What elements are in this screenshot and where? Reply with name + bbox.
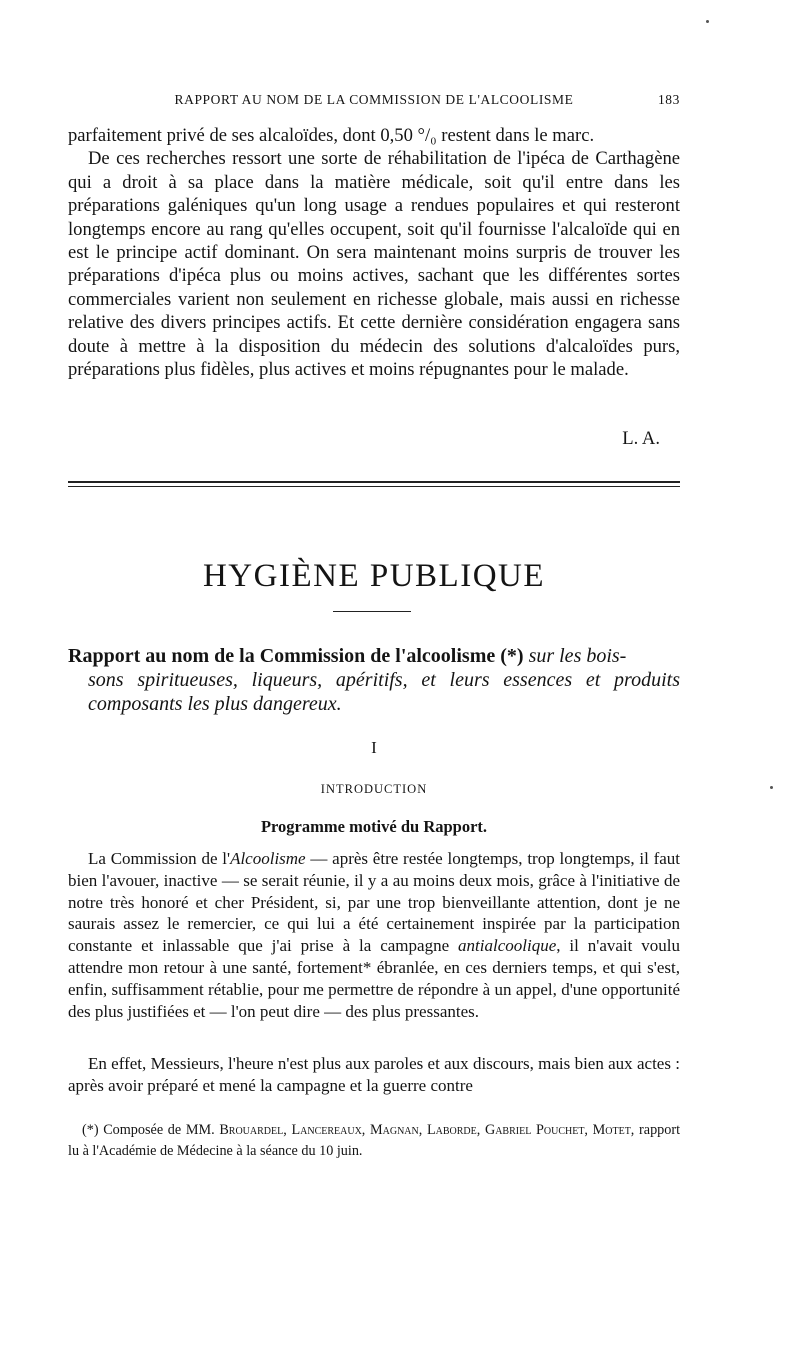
para2-start: La Commission de l' [88,849,231,868]
para2-end: , il n'avait voulu attendre mon retour à une santé, fortement* ébranlée, en ces derniers temps, et qui s'est, enfin, suffisamment rétablie, pour me permettre de répondre à un appel, d'une opportunité des plus justifiées et — l'on peut dire — des plus pressantes. [68,936,680,1021]
section-heading: HYGIÈNE PUBLIQUE [202,558,546,594]
section-divider [68,481,680,487]
footnote-names: Brouardel, Lancereaux, Magnan, Laborde, Gabriel Pouchet, Motet, [219,1122,635,1138]
footnote-tail: rapport lu à l'Académie de Médecine à la séance du 10 juin. [68,1122,681,1159]
running-header [68,92,680,112]
footnote [68,1120,680,1162]
article-title [68,644,680,716]
para2-italic-antialcoolique: antialcoolique [458,936,557,956]
scan-speck [770,786,773,789]
closing-paragraph-body: De ces recherches ressort une sorte de réhabilitation de l'ipéca de Carthagène qui a droit à sa place dans la matière médicale, soit qu'il entre dans les préparations galéniques qu'un long usage a rendues populaires et qui resteront longtemps encore au rang qu'elles occupent, soit qu'il fournisse l'alcaloïde qui en est le principe actif dominant. On sera maintenant moins surpris de trouver les préparations d'ipéca plus ou moins actives, sachant que les différentes sortes commerciales varient non seulement en richesse globale, mais aussi en richesse relative des divers principes actifs. Et cette dernière considération engagera sans doute à mettre à la disposition du médecin des solutions d'alcaloïdes purs, préparations plus fidèles, plus actives et moins répugnantes pour le malade. [68,148,680,381]
body-paragraph-commission [68,848,680,1022]
para2-italic-alcoolisme: Alcoolisme [230,849,306,868]
closing-paragraph [68,124,680,381]
author-initials: L. A. [622,428,660,449]
para2-middle: — après être restée longtemps, trop longtemps, il faut bien l'avouer, inactive — se serait réunie, il y a au moins deux mois, grâce à l'initiative de notre très honoré et cher Président, si, par une trop bienveillante attention, dont je ne saurais assez le remercier, ce qui lui a été certainement inspirée par la participation constante et inlassable que j'ai prise à la campagne [68,849,680,956]
subsection-title: Programme motivé du Rapport. [260,817,488,836]
para3-text: En effet, Messieurs, l'heure n'est plus aux paroles et aux discours, mais bien aux actes : après avoir préparé et mené la campagne et la guerre contre [68,1054,680,1095]
footnote-lead: (*) Composée de MM. [82,1122,215,1138]
page-number: 183 [657,92,680,107]
article-title-italic-rest: sons spiritueuses, liqueurs, apéritifs, et leurs essences et produits composants les plus dangereux. [88,669,680,715]
running-title: RAPPORT AU NOM DE LA COMMISSION DE L'ALCOOLISME [174,92,574,107]
article-title-bold: Rapport au nom de la Commission de l'alcoolisme (*) [68,645,524,667]
article-title-italic-start: sur les bois- [528,645,627,667]
heading-rule [333,611,411,612]
scan-speck [706,20,709,23]
body-paragraph-effet [68,1053,680,1097]
closing-paragraph-first-line: parfaitement privé de ses alcaloïdes, dont 0,50 °/₀ restent dans le marc. [68,125,595,146]
section-number: I [371,738,377,757]
section-label: INTRODUCTION [320,782,428,796]
